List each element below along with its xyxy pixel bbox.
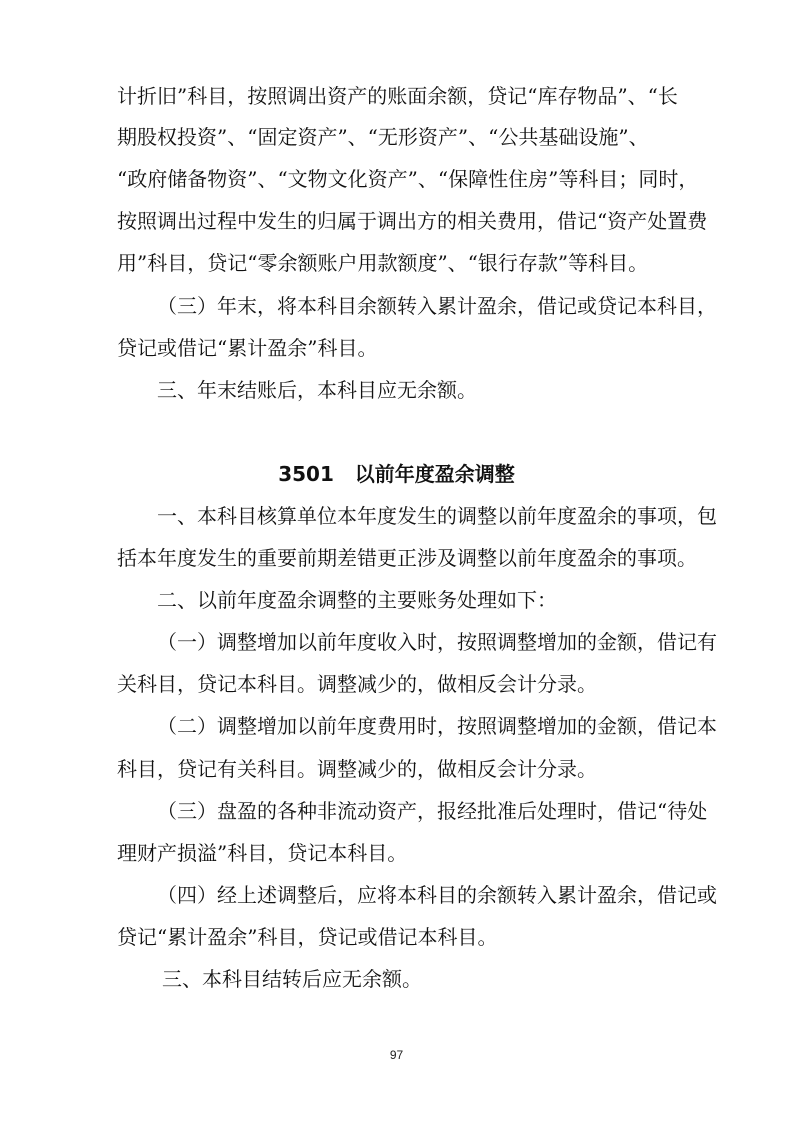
paragraph-line: 期股权投资”、“固定资产”、“无形资产”、“公共基础设施”、 [117, 125, 649, 149]
paragraph-line: 贷记“累计盈余”科目，贷记或借记本科目。 [117, 925, 498, 949]
paragraph-line: 关科目，贷记本科目。调整减少的，做相反会计分录。 [117, 672, 597, 696]
paragraph-line: “政府储备物资”、“文物文化资产”、“保障性住房”等科目；同时， [117, 167, 699, 191]
paragraph-line: 三、年末结账后，本科目应无余额。 [157, 378, 477, 402]
paragraph-line: 按照调出过程中发生的归属于调出方的相关费用，借记“资产处置费 [117, 209, 708, 233]
paragraph-line: （一）调整增加以前年度收入时，按照调整增加的金额，借记有 [157, 630, 717, 654]
paragraph-line: 贷记或借记“累计盈余”科目。 [117, 336, 378, 360]
section-heading: 3501 以前年度盈余调整 [278, 462, 515, 486]
paragraph-line: 二、以前年度盈余调整的主要账务处理如下： [157, 588, 557, 612]
paragraph-line: 计折旧”科目，按照调出资产的账面余额，贷记“库存物品”、“长 [117, 84, 678, 108]
paragraph-line: （四）经上述调整后，应将本科目的余额转入累计盈余，借记或 [157, 883, 717, 907]
paragraph-line: 科目，贷记有关科目。调整减少的，做相反会计分录。 [117, 757, 597, 781]
paragraph-line: 用”科目，贷记“零余额账户用款额度”、“银行存款”等科目。 [117, 251, 649, 275]
paragraph-line: 理财产损溢”科目，贷记本科目。 [117, 841, 408, 865]
paragraph-line: 括本年度发生的重要前期差错更正涉及调整以前年度盈余的事项。 [117, 546, 697, 570]
page-number: 97 [389, 1048, 404, 1062]
paragraph-line: （三）年末，将本科目余额转入累计盈余，借记或贷记本科目， [157, 294, 717, 318]
paragraph-line: （三）盘盈的各种非流动资产，报经批准后处理时，借记“待处 [157, 799, 708, 823]
paragraph-line: 一、本科目核算单位本年度发生的调整以前年度盈余的事项，包 [157, 504, 717, 528]
paragraph-line: （二）调整增加以前年度费用时，按照调整增加的金额，借记本 [157, 714, 717, 738]
paragraph-line: 三、本科目结转后应无余额。 [162, 967, 422, 991]
